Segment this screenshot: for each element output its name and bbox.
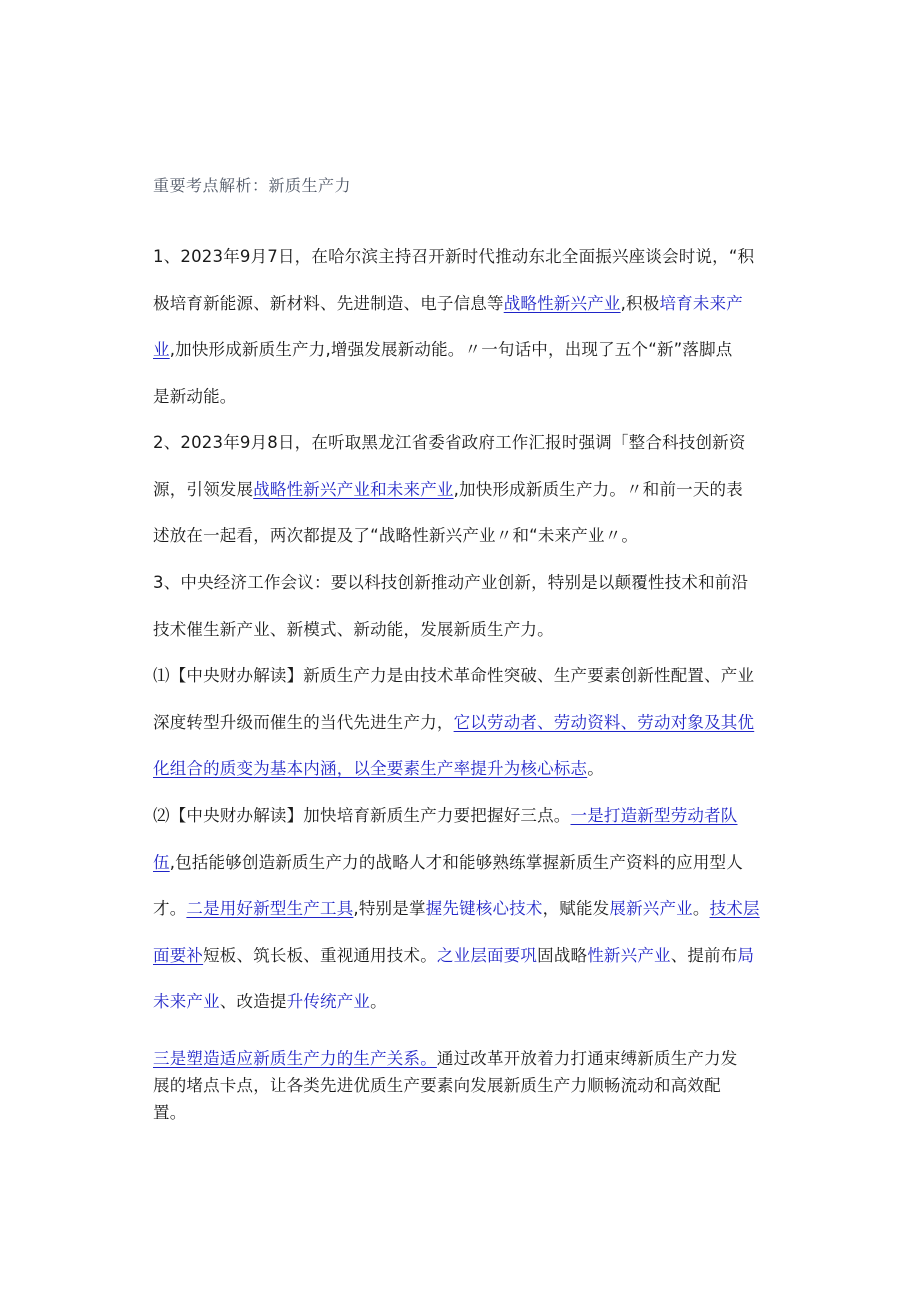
hyperlink-future-industry[interactable]: 业 (153, 340, 170, 359)
text-line (153, 1072, 773, 1099)
highlight-text: 局 (737, 945, 755, 965)
text: ⑵【中央财办解读】加快培育新质生产力要把握好三点。 (153, 806, 571, 825)
text-line (153, 933, 773, 980)
text-line (153, 840, 773, 887)
text: 、提前布 (670, 945, 738, 965)
text-line (153, 560, 773, 607)
highlight-text: 升传统产业 (286, 992, 371, 1011)
paragraph-6 (153, 1045, 773, 1126)
text: 展的堵点卡点，让各类先进优质生产要素向发展新质生产力顺畅流动和高效配 (153, 1076, 721, 1095)
text: 固战略 (537, 945, 588, 965)
text: 技术催生新产业、新模式、新动能，发展新质生产力。 (153, 619, 554, 639)
text: ⑴【中央财办解读】新质生产力是由技术革命性突破、生产要素创新性配置、产业 (153, 666, 755, 685)
text-line (153, 234, 773, 281)
text: 是新动能。 (153, 386, 237, 406)
text: 3、中央经济工作会议：要以科技创新推动产业创新，特别是以颠覆性技术和前沿 (153, 573, 749, 592)
highlight-text: 未来产业 (153, 992, 220, 1011)
hyperlink-labor-elements[interactable]: 它以劳动者、劳动资料、劳动对象及其优 (453, 712, 755, 732)
text: 。 (692, 899, 710, 918)
text: ,加快形成新质生产力。〃和前一天的表 (453, 479, 743, 499)
text: ,积极 (620, 293, 660, 313)
hyperlink-production-relations[interactable]: 三是塑造适应新质生产力的生产关系。 (153, 1049, 437, 1068)
hyperlink-strategic-and-future-industries[interactable]: 战略性新兴产业和未来产业 (253, 479, 454, 499)
highlight-text: 之业层面要巩 (436, 945, 538, 965)
text: 2、2023年9月8日，在听取黑龙江省委省政府工作汇报时强调「整合科技创新资 (153, 433, 746, 452)
text: 深度转型升级而催生的当代先进生产力， (153, 712, 454, 732)
paragraph-2 (153, 420, 773, 560)
text-line (153, 420, 773, 467)
paragraph-3 (153, 560, 773, 653)
text: 通过改革开放着力打通束缚新质生产力发 (436, 1049, 738, 1068)
text-line (153, 700, 773, 747)
text-line (153, 1045, 773, 1072)
text: 、改造提 (219, 992, 287, 1011)
text-line (153, 886, 773, 933)
text: 述放在一起看，两次都提及了“战略性新兴产业〃和“未来产业〃。 (153, 526, 639, 545)
text-line (153, 746, 773, 793)
highlight-text: 握先键核心技术 (425, 899, 543, 918)
paragraph-4 (153, 653, 773, 793)
text-line (153, 607, 773, 654)
hyperlink-core-marker[interactable]: 化组合的质变为基本内涵，以全要素生产率提升为核心标志 (153, 759, 588, 778)
highlight-text: 性新兴产业 (587, 945, 671, 965)
text: 短板、筑长板、重视通用技术。 (203, 945, 437, 965)
text-line (153, 793, 773, 840)
hyperlink-strategic-emerging-industries[interactable]: 战略性新兴产业 (503, 293, 621, 313)
text-line (153, 374, 773, 421)
highlight-text: 展新兴产业 (609, 899, 693, 918)
section-subtitle: 重要考点解析：新质生产力 (153, 176, 352, 195)
highlight-text: 培育未来产 (659, 293, 743, 313)
text: 。 (587, 759, 604, 778)
text-line (153, 513, 773, 560)
text-line (153, 327, 773, 374)
text-line (153, 979, 773, 1026)
text: 源，引领发展 (153, 479, 254, 499)
text: ,加快形成新质生产力,增强发展新动能。〃一句话中，出现了五个“新”落脚点 (169, 340, 733, 359)
hyperlink-new-laborers-cont[interactable]: 伍 (153, 852, 170, 872)
hyperlink-tech-level-cont[interactable]: 面要补 (153, 945, 204, 965)
text: 。 (370, 992, 387, 1011)
hyperlink-new-laborers[interactable]: 一是打造新型劳动者队 (570, 806, 738, 825)
text: ,包括能够创造新质生产力的战略人才和能够熟练掌握新质生产资料的应用型人 (169, 852, 743, 872)
text-line (153, 1099, 773, 1126)
text: 1、2023年9月7日，在哈尔滨主持召开新时代推动东北全面振兴座谈会时说，“积 (153, 247, 755, 266)
hyperlink-new-production-tools[interactable]: 二是用好新型生产工具 (186, 899, 354, 918)
text: ，赋能发 (542, 899, 610, 918)
paragraph-1 (153, 234, 773, 420)
text: 置。 (153, 1103, 187, 1122)
paragraph-5 (153, 793, 773, 1026)
text: ,特别是掌 (353, 899, 426, 918)
text: 极培育新能源、新材料、先进制造、电子信息等 (153, 293, 504, 313)
text: 才。 (153, 899, 187, 918)
text-line (153, 467, 773, 514)
hyperlink-tech-level[interactable]: 技术层 (709, 899, 760, 918)
text-line (153, 281, 773, 328)
text-line (153, 653, 773, 700)
